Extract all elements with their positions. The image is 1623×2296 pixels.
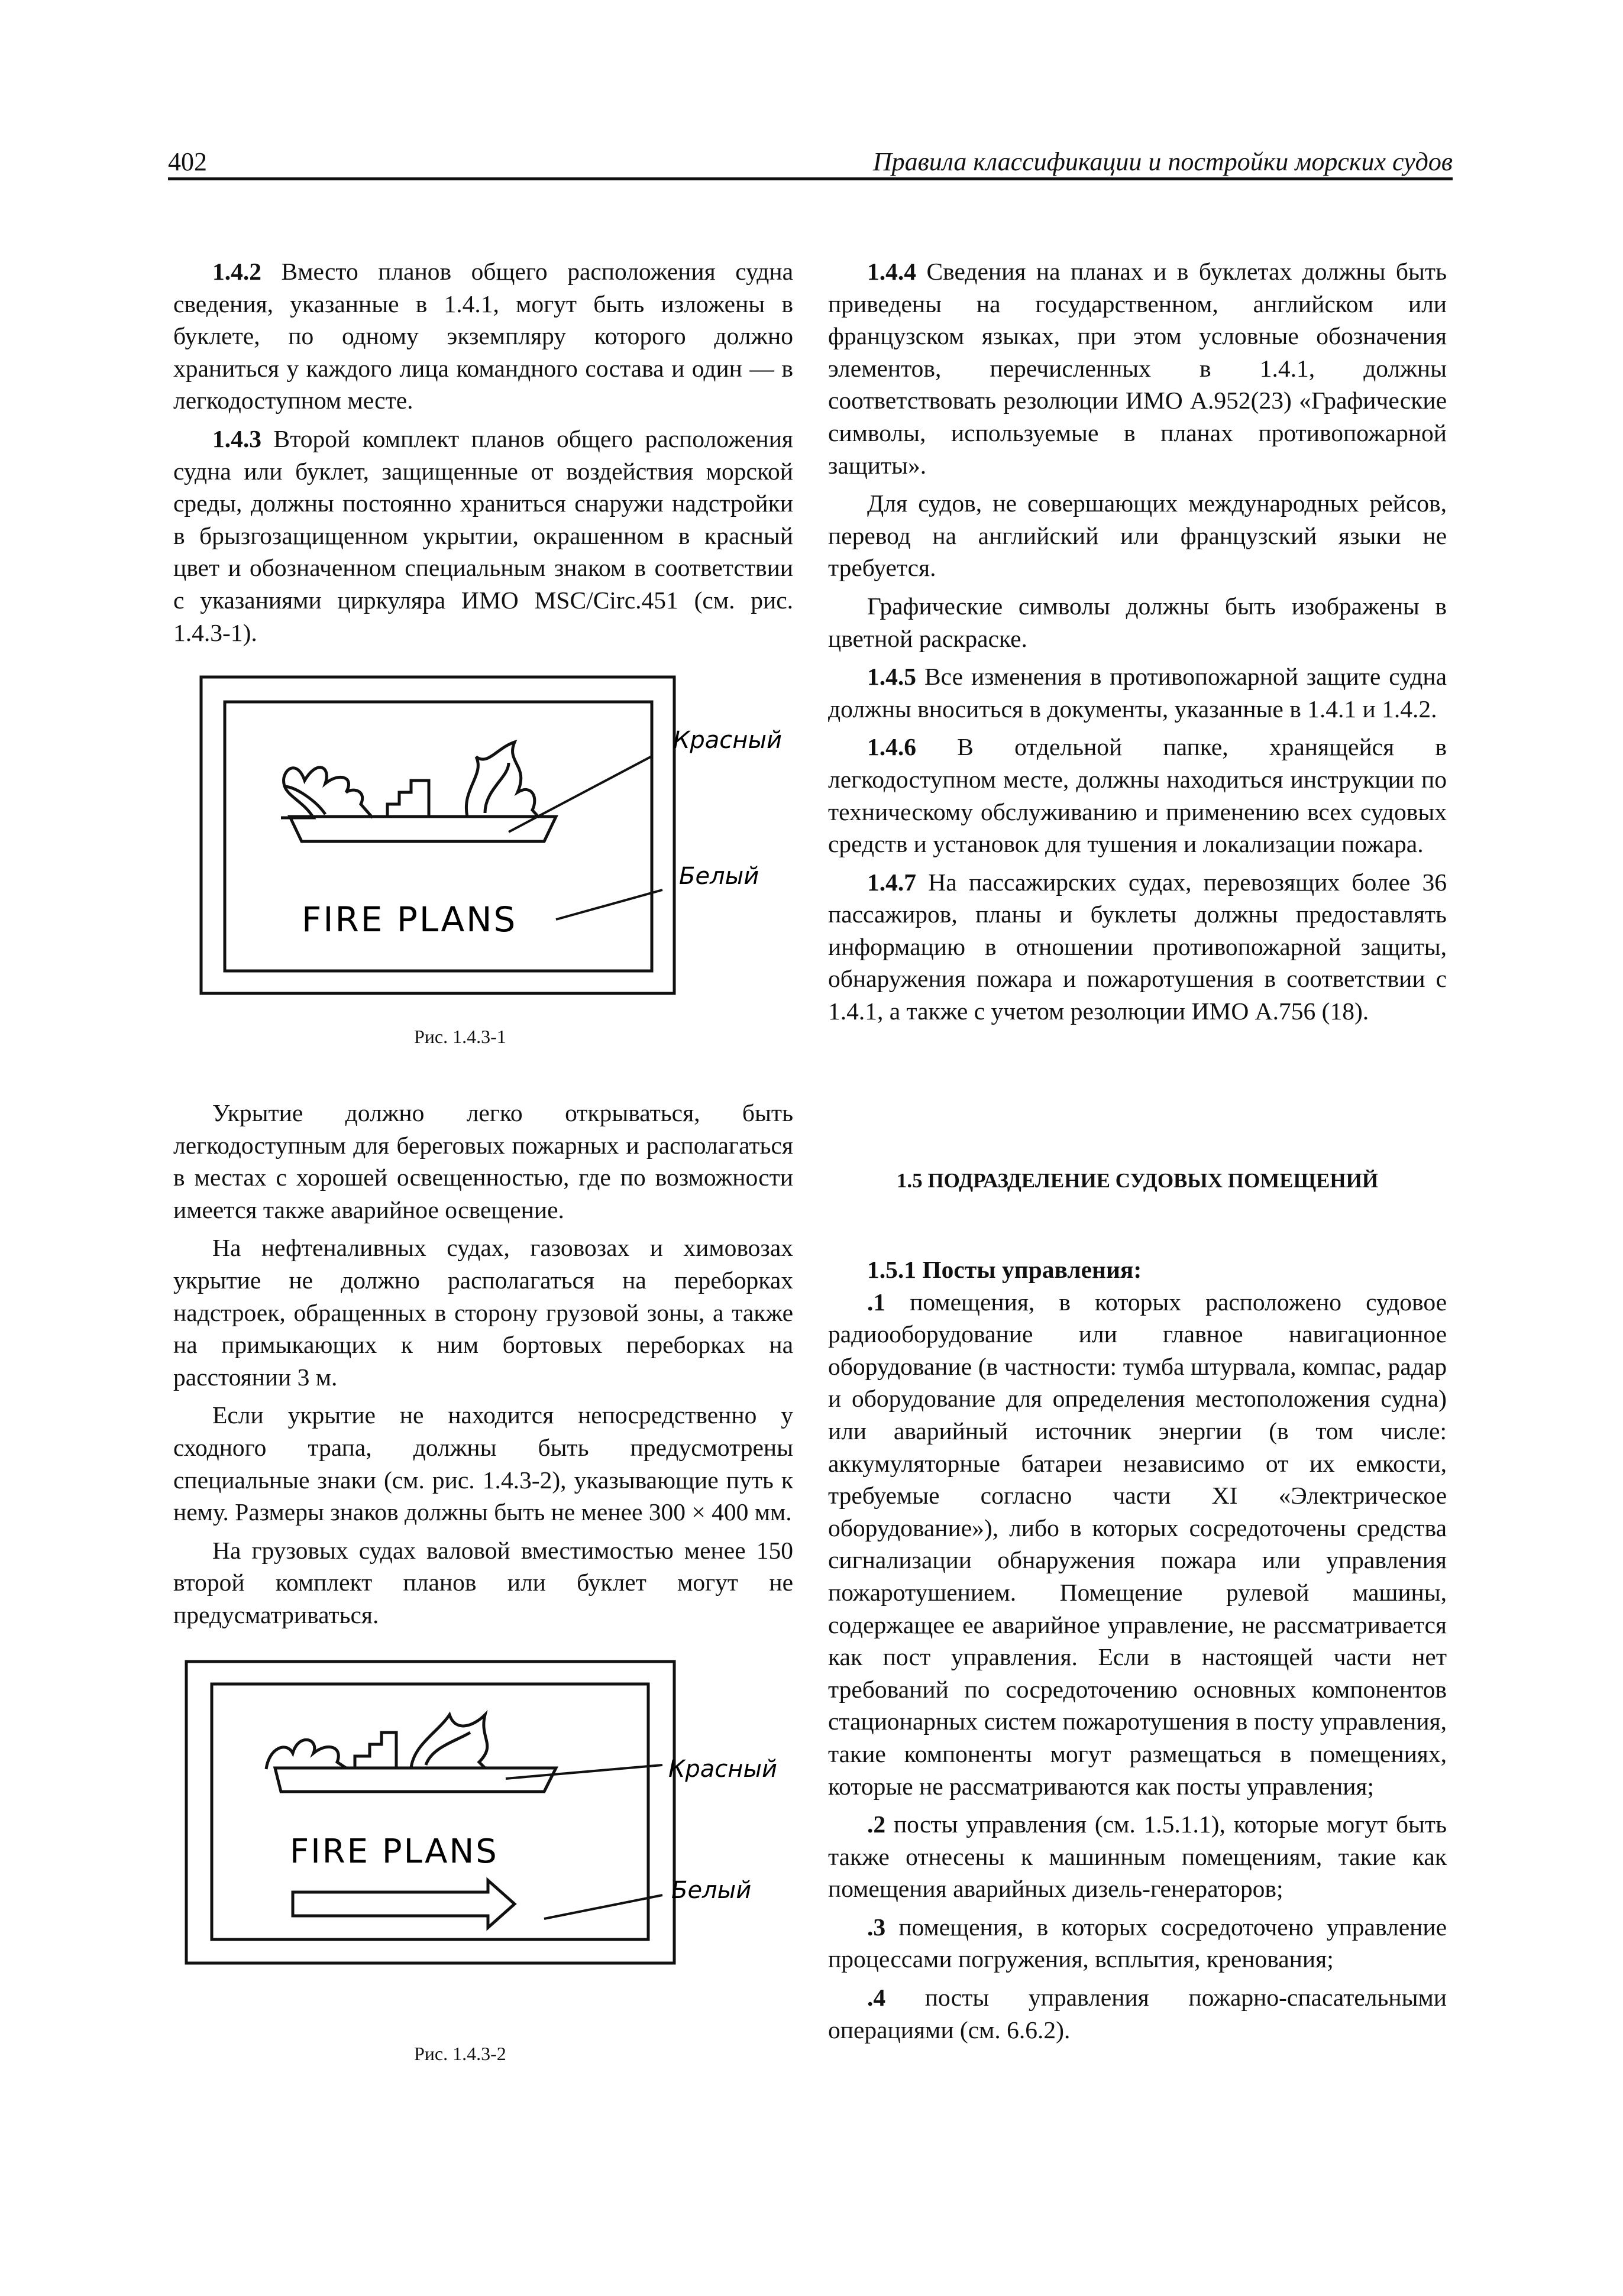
list-item (828, 1808, 1447, 1905)
white-leader-line (556, 890, 662, 919)
label-red: Красный (673, 727, 783, 754)
clause-number: 1.4.2 (212, 258, 261, 285)
paragraph-text: На пассажирских судах, перевозящих более 36 пассажиров, планы и буклеты должны предоставлять информацию в отношении противопожарной защиты, обнаружения пожара и пожаротушения в соответствии с 1.4.1, а также с учетом резолюции ИМО А.756 (18). (828, 868, 1447, 1025)
figure-fire-plans-sign-1 (177, 659, 804, 1014)
paragraph-1-4-3 (173, 423, 793, 649)
clause-number: 1.4.6 (867, 733, 916, 761)
clause-number: 1.4.5 (867, 663, 916, 691)
paragraph-1-4-5 (828, 660, 1447, 725)
clause-number: 1.4.3 (212, 425, 261, 452)
figure-fire-plans-sign-2 (177, 1644, 804, 1999)
paragraph: Для судов, не совершающих международных рейсов, перевод на английский или французский языки не требуется. (828, 490, 1447, 582)
ship-with-flames-icon (281, 742, 556, 841)
item-number: .3 (867, 1913, 886, 1941)
item-number: .1 (867, 1288, 886, 1316)
item-text: помещения, в которых расположено судовое радиооборудование или главное навигационное оборудование (в частности: тумба штурвала, компас, радар и оборудование для определения местоположения судна) или аварийный источник энергии (в том числе: аккумуляторные батареи независимо от их емкости, требуемые согласно части XI «Электрическое оборудование»), либо в которых сосредоточены средства сигнализации обнаружения пожара или управления пожаротушением. Помещение рулевой машины, содержащее ее аварийное управление, не рассматривается как пост управления. Если в настоящей части нет требований по сосредоточению основных компонентов стационарных систем пожаротушения в посту управления, такие компоненты могут размещаться в помещениях, которые не рассматриваются как посты управления; (828, 1288, 1447, 1800)
sign-text: FIRE PLANS (302, 899, 518, 940)
paragraph-text: Вместо планов общего расположения судна сведения, указанные в 1.4.1, могут быть изложены в буклете, по одному экземпляру которого должно храниться у каждого лица командного состава и один — в легкодоступном месте. (173, 258, 793, 414)
right-column-top (828, 255, 1447, 1028)
sign-outer-frame (186, 1662, 674, 1963)
subsection-title (828, 1254, 1447, 1286)
clause-number: 1.4.4 (867, 258, 916, 285)
clause-number: 1.4.7 (867, 868, 916, 896)
paragraph: На грузовых судах валовой вместимостью менее 150 второй комплект планов или буклет могут не предусматриваться. (173, 1536, 793, 1628)
paragraph-text: Сведения на планах и в буклетах должны быть приведены на государственном, английском или французском языках, при этом условные обозначения элементов, перечисленных в 1.4.1, должны соответствовать резолюции ИМО А.952(23) «Графические символы, используемые в планах противопожарной защиты». (828, 258, 1447, 479)
white-leader-line (544, 1895, 662, 1919)
left-column-bottom (173, 1097, 793, 1631)
paragraph: Если укрытие не находится непосредственно у сходного трапа, должны быть предусмотрены специальные знаки (см. рис. 1.4.3-2), указывающие путь к нему. Размеры знаков должны быть не менее 300 × 400 мм. (173, 1401, 793, 1526)
label-red: Красный (668, 1756, 778, 1783)
label-white: Белый (671, 1877, 752, 1904)
list-item (828, 1911, 1447, 1976)
left-column-top (173, 255, 793, 649)
subsection-title-text: 1.5.1 Посты управления: (867, 1256, 1142, 1283)
item-text: посты управления (см. 1.5.1.1), которые могут быть также отнесены к машинным помещениям, такие как помещения аварийных дизель-генераторов; (828, 1811, 1447, 1903)
paragraph: На нефтеналивных судах, газовозах и химовозах укрытие не должно располагаться на переборках надстроек, обращенных в сторону грузовой зоны, а также на примыкающих к ним бортовых переборках на расстоянии 3 м. (173, 1234, 793, 1391)
paragraph: Графические символы должны быть изображены в цветной раскраске. (828, 592, 1447, 652)
red-leader-line (509, 757, 651, 832)
paragraph-text: В отдельной папке, хранящейся в легкодоступном месте, должны находиться инструкции по техническому обслуживанию и применению всех судовых средств и установок для тушения и локализации пожара. (828, 733, 1447, 858)
item-number: .4 (867, 1984, 886, 2012)
item-text: помещения, в которых сосредоточено управление процессами погружения, всплытия, кренования; (828, 1913, 1447, 1973)
label-white: Белый (679, 863, 759, 890)
sign-text: FIRE PLANS (290, 1832, 499, 1871)
paragraph-text: Второй комплект планов общего расположения судна или буклет, защищенные от воздействия морской среды, должны постоянно храниться снаружи надстройки в брызгозащищенном укрытии, окрашенном в красный цвет и обозначенном специальным знаком в соответствии с указаниями циркуляра ИМО MSC/Circ.451 (см. рис. 1.4.3-1). (173, 425, 793, 646)
sign-outer-frame (201, 677, 674, 993)
right-column-bottom (828, 1254, 1447, 2046)
paragraph-text: Все изменения в противопожарной защите судна должны вноситься в документы, указанные в 1.4.1 и 1.4.2. (828, 663, 1447, 723)
figure-caption: Рис. 1.4.3-2 (414, 2043, 506, 2064)
paragraph-1-4-2 (173, 255, 793, 417)
page-number: 402 (168, 147, 207, 176)
header-rule (168, 177, 1453, 180)
list-item (828, 1286, 1447, 1803)
item-text: посты управления пожарно-спасательными операциями (см. 6.6.2). (828, 1984, 1447, 2044)
item-number: .2 (867, 1811, 886, 1838)
running-title: Правила классификации и постройки морских судов (872, 147, 1453, 176)
sign-inner-frame (212, 1684, 648, 1939)
paragraph-1-4-6 (828, 731, 1447, 860)
arrow-right-icon (293, 1880, 515, 1928)
ship-with-flames-icon (266, 1715, 556, 1792)
list-item (828, 1981, 1447, 2046)
paragraph: Укрытие должно легко открываться, быть легкодоступным для береговых пожарных и располагаться в местах с хорошей освещенностью, где по возможности имеется также аварийное освещение. (173, 1099, 793, 1223)
paragraph-1-4-7 (828, 866, 1447, 1028)
figure-caption: Рис. 1.4.3-1 (414, 1026, 506, 1047)
section-heading: 1.5 ПОДРАЗДЕЛЕНИЕ СУДОВЫХ ПОМЕЩЕНИЙ (896, 1169, 1379, 1192)
paragraph-1-4-4 (828, 255, 1447, 481)
